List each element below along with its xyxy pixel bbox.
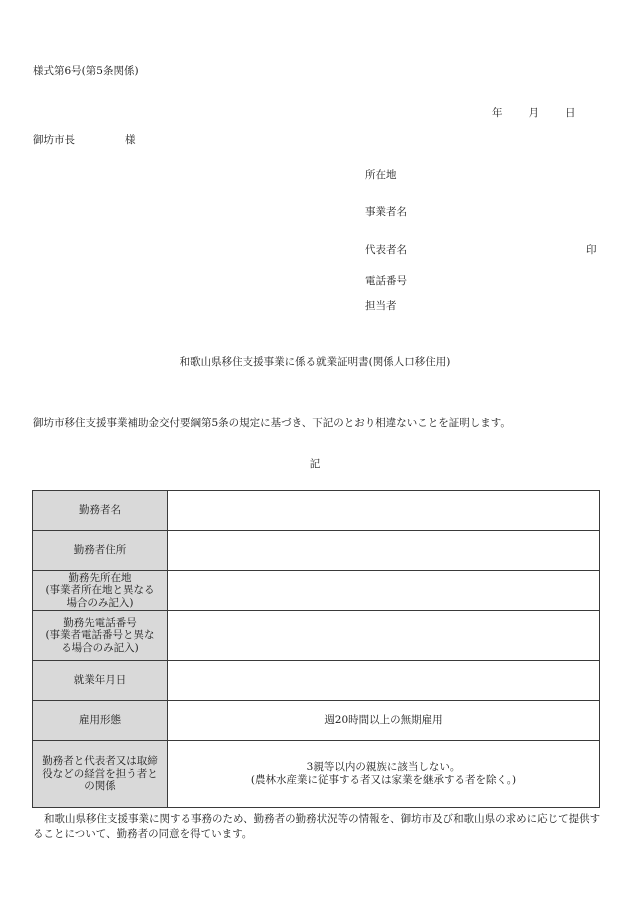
row-label [33, 741, 168, 808]
label-line: 勤務先電話番号 [63, 616, 137, 629]
row-value-field[interactable] [168, 611, 600, 661]
row-value-field[interactable] [168, 531, 600, 571]
table-row [33, 491, 600, 531]
label-line: 勤務者と代表者又は取締 [42, 755, 158, 768]
row-label [33, 661, 168, 701]
value-line: 3親等以内の親族に該当しない。 [306, 761, 461, 774]
value-line: (農林水産業に従事する者又は家業を継承する者を除く。) [250, 774, 517, 786]
label-line: 勤務者住所 [73, 544, 127, 557]
label-line: 勤務先所在地 [68, 571, 132, 584]
label-line: 就業年月日 [73, 674, 127, 687]
table-row [33, 571, 600, 611]
value-line: 週20時間以上の無期雇用 [324, 714, 443, 727]
row-value [168, 741, 600, 808]
date-month: 月 [528, 107, 539, 119]
document-title: 和歌山県移住支援事業に係る就業証明書(関係人口移住用) [179, 356, 451, 368]
row-label [33, 611, 168, 661]
table-row [33, 611, 600, 661]
table-row [33, 661, 600, 701]
ki-heading: 記 [309, 458, 321, 470]
row-value [168, 701, 600, 741]
row-value-field[interactable] [168, 661, 600, 701]
addressee-suffix: 様 [125, 134, 136, 146]
row-label [33, 491, 168, 531]
date-day: 日 [565, 107, 576, 119]
addressee [33, 135, 136, 146]
label-line: 役などの経営を担う者と [42, 767, 158, 780]
label-line: 雇用形態 [79, 714, 121, 727]
table-row [33, 531, 600, 571]
table-row [33, 701, 600, 741]
representative-label: 代表者名 [365, 244, 407, 256]
phone-label: 電話番号 [365, 275, 407, 287]
label-line: (事業者電話番号と異な [45, 629, 155, 642]
contact-person-label: 担当者 [365, 300, 397, 312]
row-label [33, 531, 168, 571]
certificate-table [32, 490, 600, 808]
date-year: 年 [492, 107, 503, 119]
business-name-label: 事業者名 [365, 206, 407, 218]
addressee-name: 御坊市長 [33, 134, 75, 146]
row-label [33, 571, 168, 611]
label-line: 勤務者名 [79, 504, 121, 517]
declaration-text: 御坊市移住支援事業補助金交付要綱第5条の規定に基づき、下記のとおり相違ないことを証明します。 [33, 417, 511, 429]
row-value-field[interactable] [168, 571, 600, 611]
date-line [492, 108, 576, 119]
row-value-field[interactable] [168, 491, 600, 531]
location-label: 所在地 [365, 169, 397, 181]
label-line: 場合のみ記入) [66, 596, 134, 609]
table-row [33, 741, 600, 808]
seal-mark: 印 [586, 244, 597, 256]
label-line: る場合のみ記入) [61, 641, 139, 654]
consent-statement: 和歌山県移住支援事業に関する事務のため、勤務者の勤務状況等の情報を、御坊市及び和歌山県の求めに応じて提供することについて、勤務者の同意を得ています。 [33, 813, 601, 841]
form-number: 様式第6号(第5条関係) [33, 65, 139, 77]
label-line: (事業者所在地と異なる [45, 584, 155, 597]
label-line: の関係 [84, 780, 116, 793]
row-label [33, 701, 168, 741]
